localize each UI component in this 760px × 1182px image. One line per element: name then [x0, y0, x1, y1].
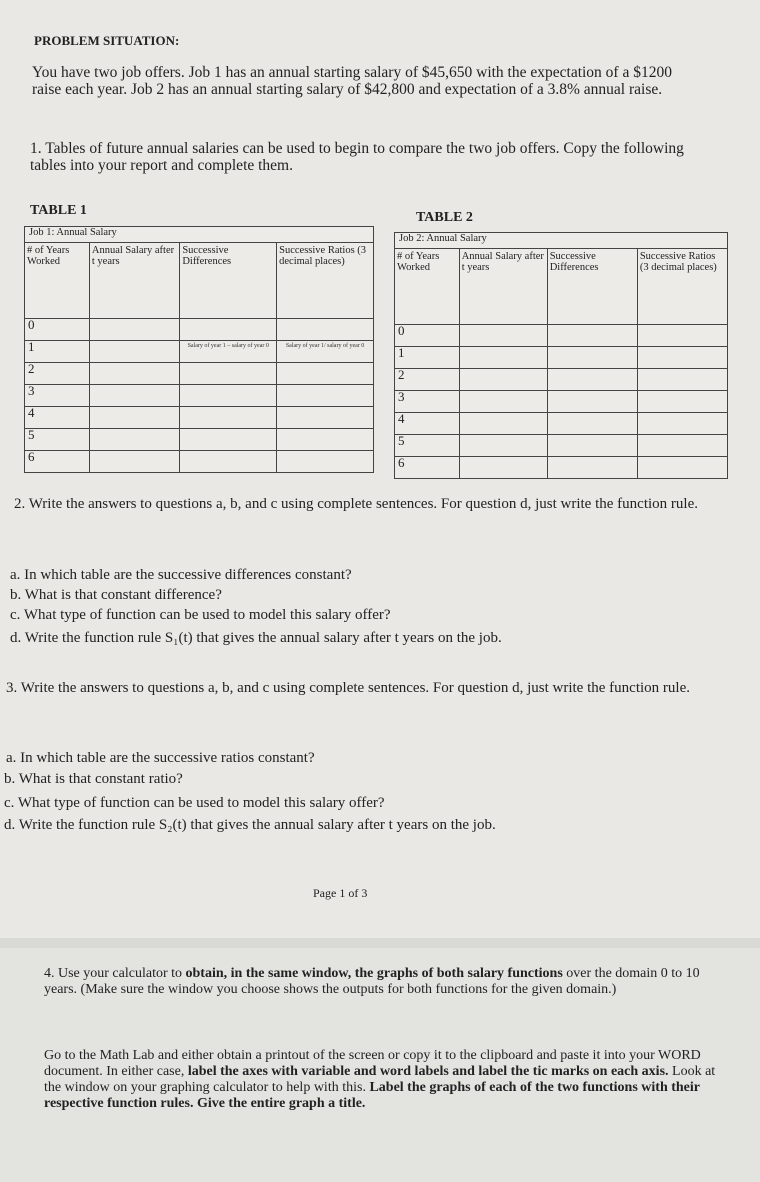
table1-ratio-hint: Salary of year 1/ salary of year 0 [277, 341, 374, 363]
question-4-number: 4. [44, 966, 55, 981]
table1-row-year: 1 [25, 341, 90, 363]
question-2c: c. What type of function can be used to model this salary offer? [10, 607, 391, 623]
question-3-intro: 3. Write the answers to questions a, b, and c using complete sentences. For question d, just write the function rule. [6, 680, 690, 696]
table2-row-year: 3 [395, 391, 460, 413]
table1-row-year: 5 [25, 429, 90, 451]
graph-instructions-emphasis-2: Label the graphs of each of the two functions with their respective function rules. Give the entire graph a title. [44, 1080, 700, 1111]
table1-label: TABLE 1 [30, 203, 87, 218]
table2-col-salary: Annual Salary after t years [459, 249, 547, 325]
table2-row-year: 4 [395, 413, 460, 435]
page-gap [0, 938, 760, 948]
table2-row-year: 0 [395, 325, 460, 347]
question-2a: a. In which table are the successive differences constant? [10, 567, 352, 583]
table2-row-year: 2 [395, 369, 460, 391]
worksheet-page-2 [0, 948, 760, 1182]
table2-caption: Job 2: Annual Salary [395, 233, 728, 249]
table1-row-year: 4 [25, 407, 90, 429]
question-3d: d. Write the function rule S₂(t) that gives the annual salary after t years on the job. [4, 817, 496, 833]
question-4-text: Use your calculator to [58, 966, 183, 981]
table2-row-year: 6 [395, 457, 460, 479]
question-3b: b. What is that constant ratio? [4, 771, 183, 787]
problem-heading: PROBLEM SITUATION: [34, 33, 180, 48]
page-number: Page 1 of 3 [313, 886, 368, 900]
table1-row-year: 2 [25, 363, 90, 385]
table2-col-years: # of Years Worked [395, 249, 460, 325]
table2-label: TABLE 2 [416, 210, 473, 225]
question-3c: c. What type of function can be used to model this salary offer? [4, 795, 385, 811]
table2-row-year: 5 [395, 435, 460, 457]
table2-row-year: 1 [395, 347, 460, 369]
question-4 [44, 966, 724, 998]
graph-instructions-text: Go to the Math Lab and either obtain a printout of the screen or copy it to the clipboard and paste it into your WORD document. In either case, [44, 1048, 701, 1079]
question-4-text-cont: over the domain 0 to 10 years. (Make sure the window you choose shows the outputs for both functions for the given domain.) [44, 966, 700, 997]
question-1: 1. Tables of future annual salaries can be used to begin to compare the two job offers. Copy the following tables into your report and complete them. [30, 140, 684, 174]
table1-col-differences: Successive Differences [180, 243, 277, 319]
table1-col-ratios: Successive Ratios (3 decimal places) [277, 243, 374, 319]
table2 [394, 232, 728, 479]
question-2b: b. What is that constant difference? [10, 587, 222, 603]
table1-caption: Job 1: Annual Salary [25, 227, 374, 243]
table1 [24, 226, 374, 473]
table1-col-salary: Annual Salary after t years [89, 243, 179, 319]
graph-instructions [44, 1048, 724, 1112]
problem-intro: You have two job offers. Job 1 has an annual starting salary of $45,650 with the expectation of a $1200 raise each year. Job 2 has an annual starting salary of $42,800 and expectation of a 3.8% annual raise. [32, 64, 672, 98]
question-4-emphasis: obtain, in the same window, the graphs of both salary functions [185, 966, 563, 981]
table1-col-years: # of Years Worked [25, 243, 90, 319]
table1-row-year: 6 [25, 451, 90, 473]
table1-row-year: 3 [25, 385, 90, 407]
graph-instructions-emphasis: label the axes with variable and word labels and label the tic marks on each axis. [187, 1064, 669, 1079]
question-2-intro: 2. Write the answers to questions a, b, and c using complete sentences. For question d, just write the function rule. [14, 496, 698, 512]
table1-row-year: 0 [25, 319, 90, 341]
table2-col-ratios: Successive Ratios (3 decimal places) [637, 249, 727, 325]
table2-col-differences: Successive Differences [547, 249, 637, 325]
graph-instructions-text-cont: Look at the window on your graphing calculator to help with this. [44, 1064, 716, 1095]
table1-difference-hint: Salary of year 1 – salary of year 0 [180, 341, 277, 363]
question-2d: d. Write the function rule S₁(t) that gives the annual salary after t years on the job. [10, 630, 502, 646]
question-3a: a. In which table are the successive ratios constant? [6, 750, 315, 766]
